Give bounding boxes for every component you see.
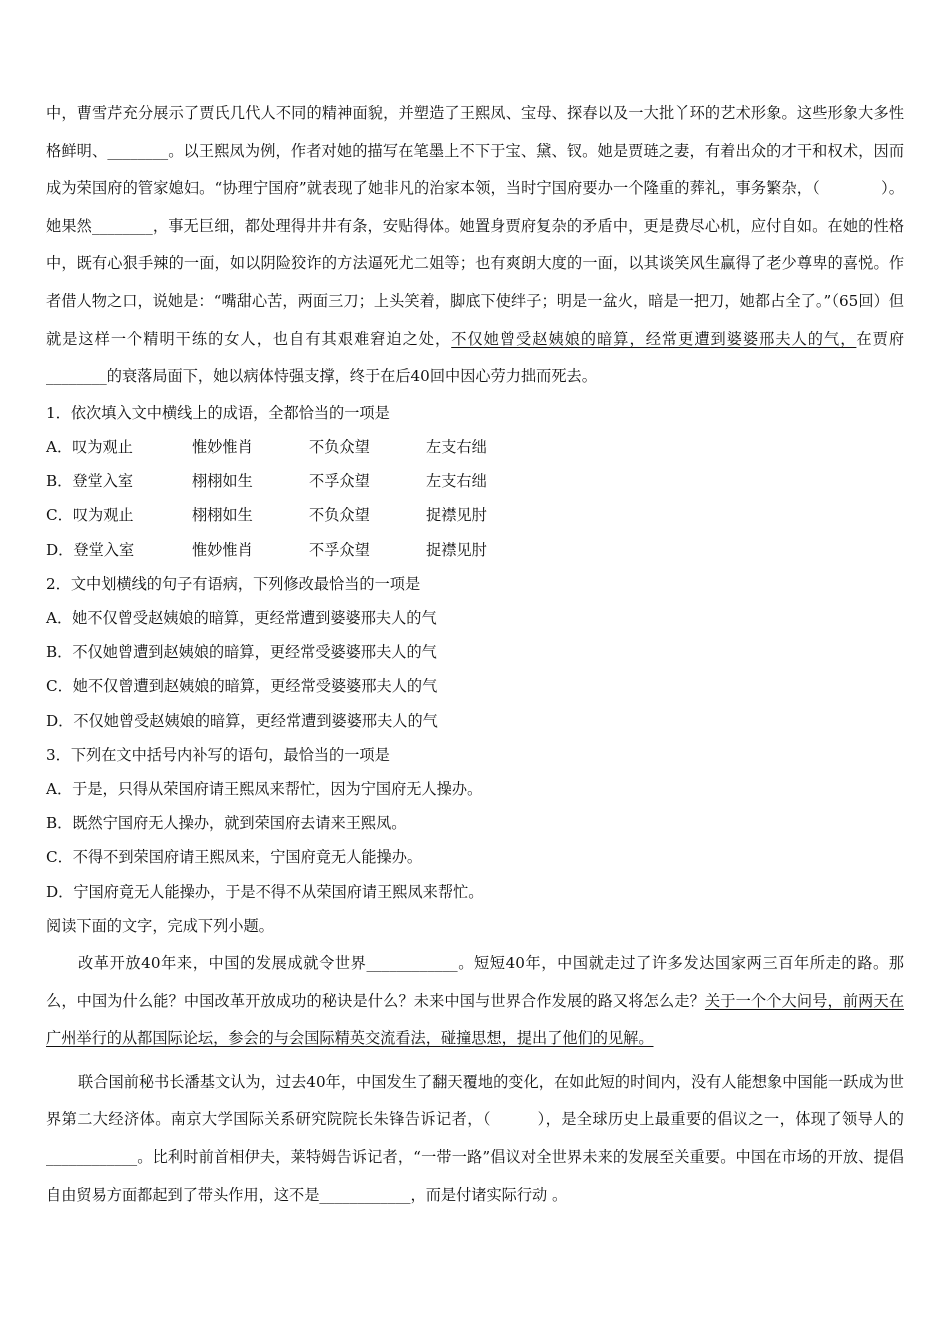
question-2-stem: 2．文中划横线的句子有语病，下列修改最恰当的一项是 xyxy=(46,574,421,593)
option-item: 登堂入室 xyxy=(73,540,135,559)
option-item: 不负众望 xyxy=(309,506,370,525)
question-3-option-a: A．于是，只得从荣国府请王熙凤来帮忙，因为宁国府无人操办。 xyxy=(46,779,483,798)
question-1-option-d xyxy=(46,533,904,567)
question-2-option-a: A．她不仅曾受赵姨娘的暗算，更经常遭到婆婆邢夫人的气 xyxy=(46,608,437,627)
question-1-option-a xyxy=(46,430,904,464)
question-1-option-b xyxy=(46,464,904,498)
option-label: A． xyxy=(46,437,73,456)
option-label: B． xyxy=(46,472,73,491)
option-item: 栩栩如生 xyxy=(192,506,253,525)
option-item: 不孚众望 xyxy=(309,472,370,491)
question-3 xyxy=(46,738,904,909)
question-3-option-d: D．宁国府竟无人能操办，于是不得不从荣国府请王熙凤来帮忙。 xyxy=(46,882,484,901)
option-label: D． xyxy=(46,540,74,559)
passage-1-text-b: 在贾府________的衰落局面下，她以病体恃强支撑，终于在后40回中因心劳力拙而死去。 xyxy=(46,329,905,386)
question-2-option-b: B．不仅她曾遭到赵姨娘的暗算，更经常受婆婆邢夫人的气 xyxy=(46,643,437,662)
option-item: 捉襟见肘 xyxy=(426,506,487,525)
option-item: 叹为观止 xyxy=(72,506,134,525)
question-3-option-b: B．既然宁国府无人操办，就到荣国府去请来王熙凤。 xyxy=(46,814,407,833)
passage-1-text-a: 中，曹雪芹充分展示了贾氏几代人不同的精神面貌，并塑造了王熙凤、宝母、探春以及一大批丫环的艺术形象。这些形象大多性格鲜明、________。以王熙凤为例，作者对她的描写在笔墨上不下于宝、黛、钗。她是贾琏之妻，有着出众的才干和权术，因而成为荣国府的管家媳妇。“协理宁国府”就表现了她非凡的治家本领，当时宁国府要办一个隆重的葬礼，事务繁杂，（ ）。她果然________，事无巨细，都处理得井井有条，安贴得体。她置身贾府复杂的矛盾中，更是费尽心机，应付自如。在她的性格中，既有心狠手辣的一面，如以阴险狡诈的方法逼死尤二姐等；也有爽朗大度的一面，以其谈笑风生赢得了老少尊卑的喜悦。作者借人物之口，说她是：“嘴甜心苦，两面三刀；上头笑着，脚底下使绊子；明是一盆火，暗是一把刀，她都占全了。”（65回）但就是这样一个精明干练的女人，也自有其艰难窘迫之处， xyxy=(46,104,904,348)
option-item: 栩栩如生 xyxy=(192,472,253,491)
question-1 xyxy=(46,396,904,567)
question-2-option-c: C．她不仅曾遭到赵姨娘的暗算，更经常受婆婆邢夫人的气 xyxy=(46,677,438,696)
passage-1-underlined-sentence: 不仅她曾受赵姨娘的暗算，经常更遭到婆婆邢夫人的气， xyxy=(451,329,857,348)
option-item: 左支右绌 xyxy=(426,437,487,456)
option-item: 左支右绌 xyxy=(426,472,487,491)
document-page xyxy=(46,95,904,1214)
option-item: 惟妙惟肖 xyxy=(192,540,253,559)
passage-2-paragraph-1 xyxy=(46,945,904,1058)
option-item: 不孚众望 xyxy=(309,540,370,559)
option-label: C． xyxy=(46,506,73,525)
passage-2-text: 改革开放40年来，中国的发展成就令世界____________。短短40年，中国就走过了许多发达国家两三百年所走的路。那么，中国为什么能？中国改革开放成功的秘诀是什么？未来中国与世界合作发展的路又将怎么走？ xyxy=(46,954,904,1010)
question-2-option-d: D．不仅她曾受赵姨娘的暗算，更经常遭到婆婆邢夫人的气 xyxy=(46,711,438,730)
passage-1 xyxy=(46,95,904,396)
question-3-option-c: C．不得不到荣国府请王熙凤来，宁国府竟无人能操办。 xyxy=(46,848,423,867)
question-2 xyxy=(46,567,904,738)
reading-instruction: 阅读下面的文字，完成下列小题。 xyxy=(46,916,274,935)
option-item: 不负众望 xyxy=(309,437,370,456)
question-1-option-c xyxy=(46,498,904,532)
question-3-stem: 3．下列在文中括号内补写的语句，最恰当的一项是 xyxy=(46,745,390,764)
passage-2-underlined-sentence: 关于一个个大问号，前两天在广州举行的从都国际论坛，参会的与会国际精英交流看法，碰撞思想，提出了他们的见解。 xyxy=(46,991,905,1048)
question-1-stem: 1．依次填入文中横线上的成语，全都恰当的一项是 xyxy=(46,403,390,422)
option-item: 惟妙惟肖 xyxy=(192,437,253,456)
option-item: 捉襟见肘 xyxy=(426,540,487,559)
option-item: 叹为观止 xyxy=(72,437,133,456)
passage-2-paragraph-2: 联合国前秘书长潘基文认为，过去40年，中国发生了翻天覆地的变化，在如此短的时间内，没有人能想象中国能一跃成为世界第二大经济体。南京大学国际关系研究院院长朱锋告诉记者，（ ），是全球历史上最重要的倡议之一，体现了领导人的____________。比利时前首相伊夫，莱特姆告诉记者，“一带一路”倡议对全世界未来的发展至关重要。中国在市场的开放、提倡自由贸易方面都起到了带头作用，这不是____________，而是付诸实际行动 。 xyxy=(46,1072,904,1204)
option-item: 登堂入室 xyxy=(72,472,134,491)
